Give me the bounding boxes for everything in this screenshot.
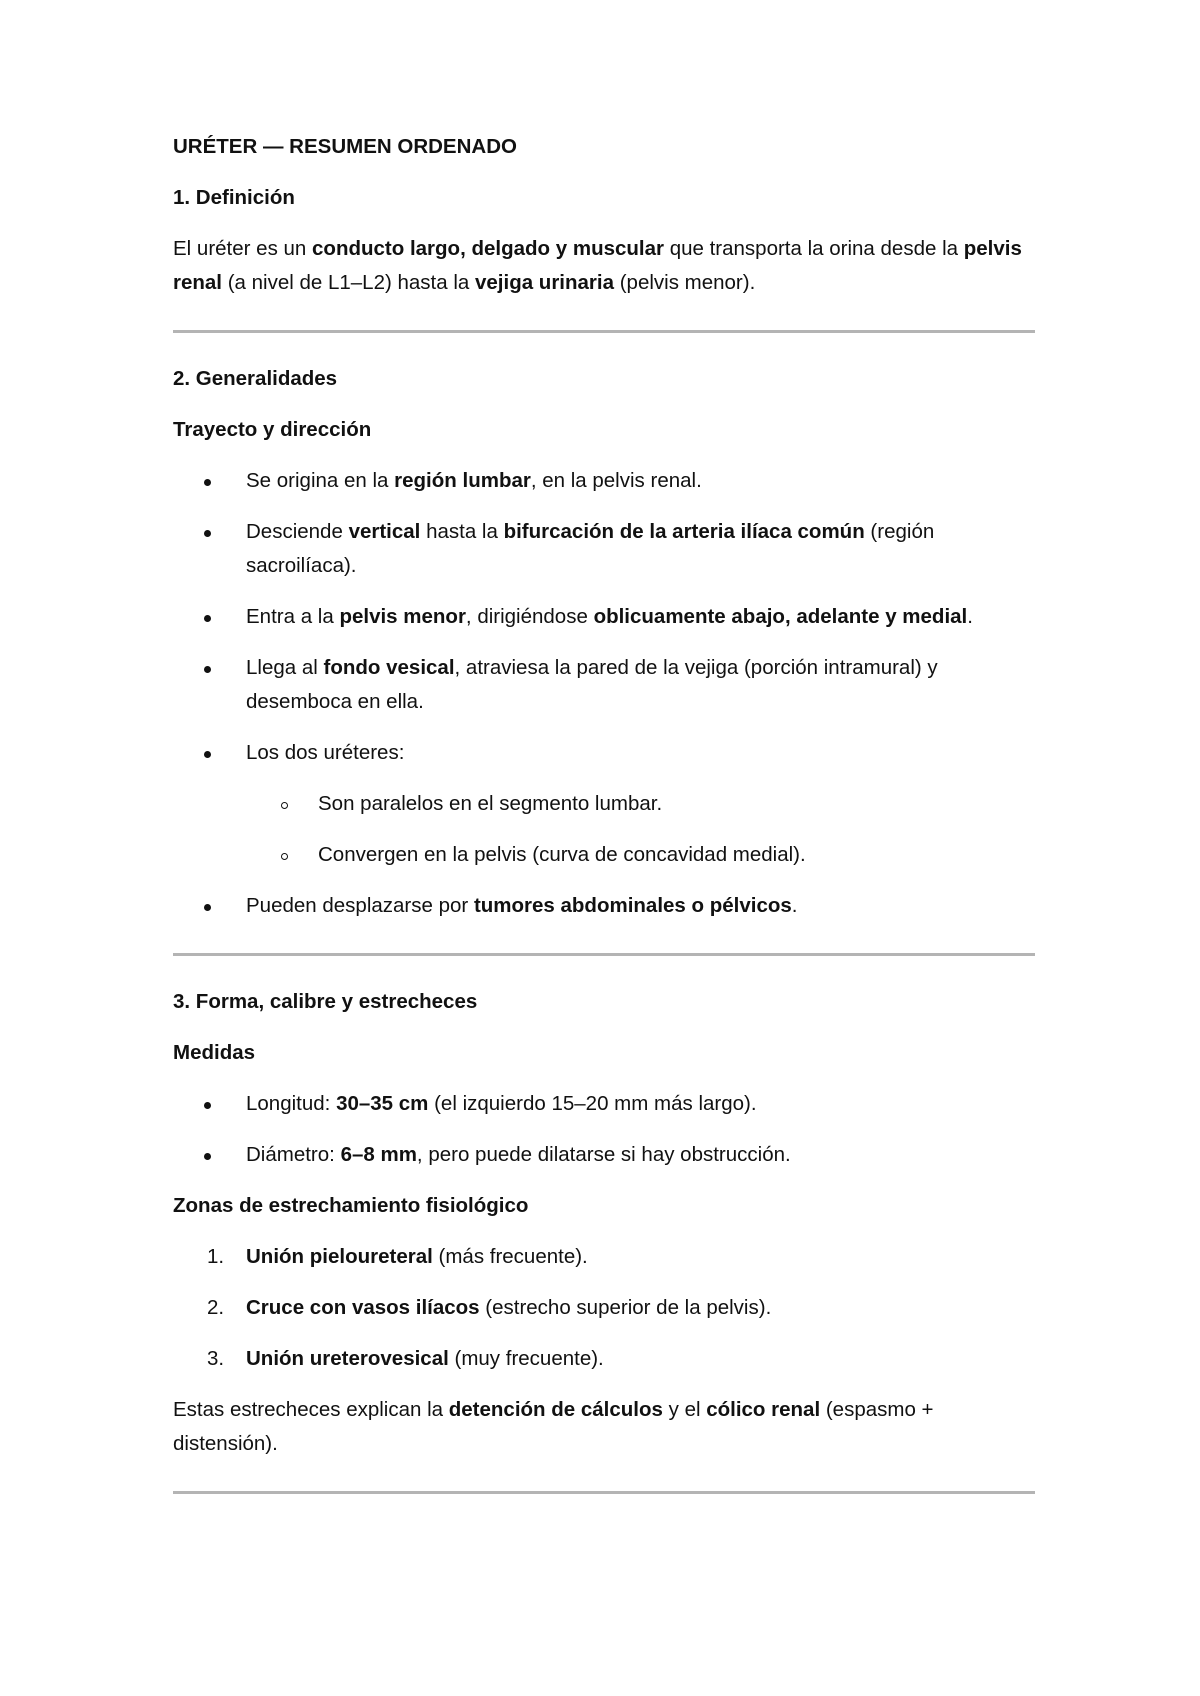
zones-list <box>173 1240 1035 1376</box>
hollow-bullet-icon <box>281 802 288 809</box>
list-item-text <box>246 894 797 917</box>
bold-text: vejiga urinaria <box>475 271 615 294</box>
bold-text: oblicuamente abajo, adelante y medial <box>593 605 968 628</box>
bullet-icon <box>204 904 211 911</box>
section-divider <box>173 330 1035 333</box>
closing-paragraph <box>173 1393 1035 1461</box>
list-item <box>173 1138 1035 1172</box>
bullet-icon <box>204 1102 211 1109</box>
zonas-subheading: Zonas de estrechamiento fisiológico <box>173 1194 529 1217</box>
sub-list-item <box>173 838 1035 872</box>
text-run: Llega al <box>246 656 324 679</box>
text-run: (muy frecuente). <box>448 1347 604 1370</box>
item-number: 3. <box>207 1347 225 1370</box>
sub-list-item <box>173 787 1035 821</box>
item-number: 2. <box>207 1296 225 1319</box>
numbered-item <box>173 1240 1035 1274</box>
text-run: El uréter es un <box>173 237 313 260</box>
numbered-item-text <box>246 1245 588 1268</box>
text-run: (más frecuente). <box>432 1245 588 1268</box>
bold-text: fondo vesical <box>323 656 455 679</box>
list-item <box>173 736 1035 770</box>
text-run: Pueden desplazarse por <box>246 894 474 917</box>
bullet-icon <box>204 479 211 486</box>
text-run: (el izquierdo 15–20 mm más largo). <box>428 1092 757 1115</box>
bullet-icon <box>204 751 211 758</box>
section-divider <box>173 1491 1035 1494</box>
trayecto-subheading: Trayecto y dirección <box>173 418 372 441</box>
bold-text: Cruce con vasos ilíacos <box>246 1296 480 1319</box>
list-item <box>173 600 1035 634</box>
bold-text: pelvis renal <box>173 237 1022 294</box>
numbered-item-text <box>246 1347 604 1370</box>
text-run: , pero puede dilatarse si hay obstrucción. <box>416 1143 791 1166</box>
text-run: hasta la <box>420 520 504 543</box>
trayecto-list <box>173 464 1035 923</box>
text-run: Longitud: <box>246 1092 337 1115</box>
hollow-bullet-icon <box>281 853 288 860</box>
list-item <box>173 651 1035 719</box>
section-divider <box>173 953 1035 956</box>
text-run: , atraviesa la pared de la vejiga (porción intramural) y desemboca en ella. <box>246 656 938 713</box>
bold-text: vertical <box>348 520 421 543</box>
text-run: Diámetro: <box>246 1143 341 1166</box>
list-item-text <box>246 741 404 764</box>
text-run: (pelvis menor). <box>614 271 756 294</box>
item-number: 1. <box>207 1245 225 1268</box>
bold-text: región lumbar <box>394 469 531 492</box>
bold-text: Unión ureterovesical <box>246 1347 449 1370</box>
section-1-heading: 1. Definición <box>173 186 295 209</box>
measures-list <box>173 1087 1035 1172</box>
bold-text: pelvis menor <box>339 605 466 628</box>
text-run: , en la pelvis renal. <box>530 469 702 492</box>
bullet-icon <box>204 1153 211 1160</box>
bullet-icon <box>204 530 211 537</box>
text-run: que transporta la orina desde la <box>664 237 964 260</box>
text-run: . <box>967 605 973 628</box>
text-run: , dirigiéndose <box>465 605 594 628</box>
bold-text: 6–8 mm <box>340 1143 417 1166</box>
text-run: Se origina en la <box>246 469 395 492</box>
definition-paragraph <box>173 232 1035 300</box>
bold-text: bifurcación de la arteria ilíaca común <box>503 520 865 543</box>
list-item <box>173 1087 1035 1121</box>
section-2-heading: 2. Generalidades <box>173 367 338 390</box>
list-item-text <box>246 656 938 713</box>
text-run: Los dos uréteres: <box>246 741 405 764</box>
numbered-item <box>173 1291 1035 1325</box>
list-item <box>173 464 1035 498</box>
numbered-item <box>173 1342 1035 1376</box>
list-item <box>173 515 1035 583</box>
document-title: URÉTER — RESUMEN ORDENADO <box>173 135 517 158</box>
medidas-subheading: Medidas <box>173 1041 256 1064</box>
text-run: Entra a la <box>246 605 340 628</box>
section-3-heading: 3. Forma, calibre y estrecheces <box>173 990 478 1013</box>
bullet-icon <box>204 615 211 622</box>
text-run: (a nivel de L1–L2) hasta la <box>222 271 475 294</box>
list-item-text <box>246 605 973 628</box>
text-run: (espasmo + distensión). <box>173 1398 934 1455</box>
text-run: Estas estrecheces explican la <box>173 1398 449 1421</box>
bold-text: 30–35 cm <box>336 1092 429 1115</box>
text-run: Desciende <box>246 520 349 543</box>
text-run: . <box>791 894 798 917</box>
sub-list-item-text: Convergen en la pelvis (curva de concavidad medial). <box>318 843 806 866</box>
list-item-text <box>246 1143 791 1166</box>
list-item-text <box>246 520 934 577</box>
text-run: (región sacroilíaca). <box>246 520 935 577</box>
text-run: y el <box>662 1398 707 1421</box>
bold-text: conducto largo, delgado y muscular <box>312 237 664 260</box>
bold-text: Unión pieloureteral <box>246 1245 433 1268</box>
bold-text: cólico renal <box>706 1398 821 1421</box>
bold-text: detención de cálculos <box>448 1398 663 1421</box>
sub-list-item-text: Son paralelos en el segmento lumbar. <box>318 792 663 815</box>
list-item-text <box>246 1092 757 1115</box>
list-item-text <box>246 469 702 492</box>
bullet-icon <box>204 666 211 673</box>
numbered-item-text <box>246 1296 771 1319</box>
bold-text: tumores abdominales o pélvicos <box>473 894 792 917</box>
text-run: (estrecho superior de la pelvis). <box>479 1296 772 1319</box>
document-content <box>173 130 1035 1523</box>
list-item <box>173 889 1035 923</box>
